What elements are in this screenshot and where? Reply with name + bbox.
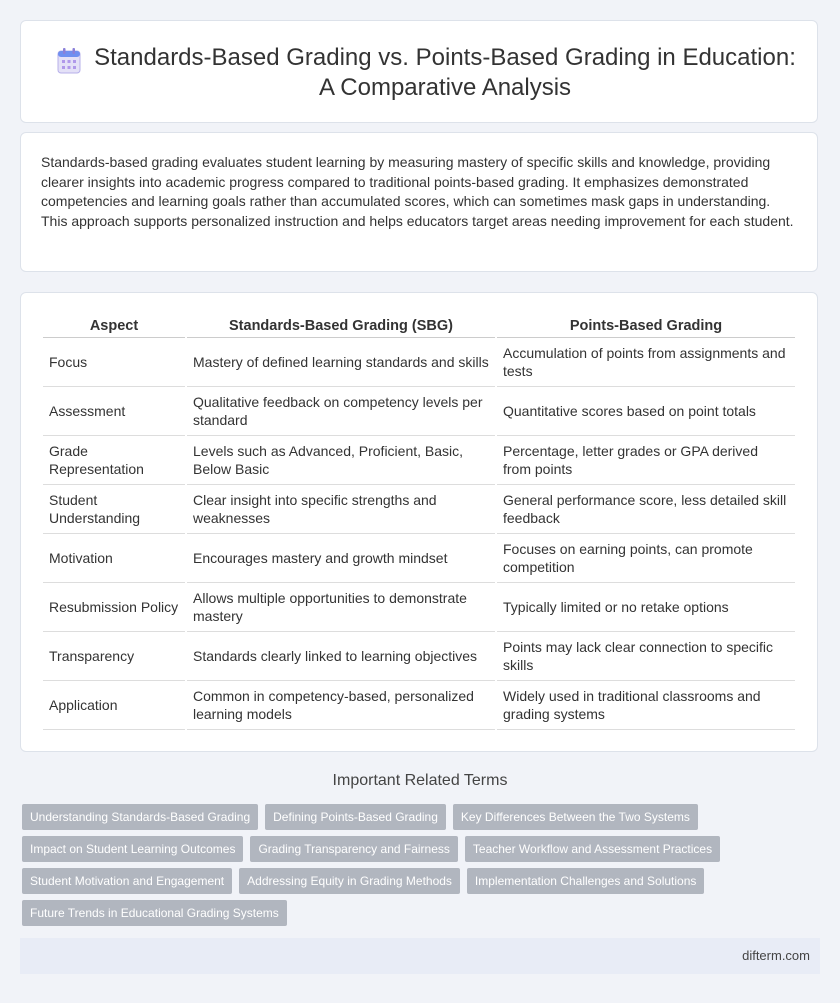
table-row [43, 583, 795, 632]
row-sbg: Encourages mastery and growth mindset [187, 534, 495, 583]
table-row [43, 387, 795, 436]
table-row [43, 436, 795, 485]
related-terms-list [22, 804, 762, 926]
intro-card [20, 132, 818, 272]
row-points: Points may lack clear connection to specific skills [497, 632, 795, 681]
related-term-tag[interactable]: Student Motivation and Engagement [22, 868, 232, 894]
row-points: Focuses on earning points, can promote competition [497, 534, 795, 583]
row-aspect: Transparency [43, 632, 185, 681]
intro-paragraph: Standards-based grading evaluates student learning by measuring mastery of specific skills and knowledge, providing clearer insights into academic progress compared to traditional points-based grading. It emphasizes demonstrated competencies and learning goals rather than accumulated scores, which can sometimes mask gaps in understanding. This approach supports personalized instruction and helps educators target areas needing improvement for each student. [41, 154, 794, 229]
row-sbg: Mastery of defined learning standards and skills [187, 338, 495, 387]
row-aspect: Application [43, 681, 185, 730]
header-aspect: Aspect [43, 315, 185, 338]
row-aspect: Focus [43, 338, 185, 387]
table-row [43, 681, 795, 730]
row-points: Widely used in traditional classrooms and grading systems [497, 681, 795, 730]
related-term-tag[interactable]: Teacher Workflow and Assessment Practices [465, 836, 720, 862]
row-sbg: Levels such as Advanced, Proficient, Basic, Below Basic [187, 436, 495, 485]
row-points: General performance score, less detailed skill feedback [497, 485, 795, 534]
footer [20, 938, 820, 974]
row-points: Percentage, letter grades or GPA derived from points [497, 436, 795, 485]
table-header-row [43, 315, 795, 338]
related-term-tag[interactable]: Grading Transparency and Fairness [250, 836, 457, 862]
header-sbg: Standards-Based Grading (SBG) [187, 315, 495, 338]
related-term-tag[interactable]: Understanding Standards-Based Grading [22, 804, 258, 830]
row-sbg: Common in competency-based, personalized learning models [187, 681, 495, 730]
row-sbg: Qualitative feedback on competency levels per standard [187, 387, 495, 436]
row-aspect: Assessment [43, 387, 185, 436]
row-aspect: Motivation [43, 534, 185, 583]
related-term-tag[interactable]: Defining Points-Based Grading [265, 804, 446, 830]
related-term-tag[interactable]: Addressing Equity in Grading Methods [239, 868, 460, 894]
related-terms-title: Important Related Terms [332, 772, 508, 789]
related-term-tag[interactable]: Future Trends in Educational Grading Systems [22, 900, 287, 926]
row-aspect: Resubmission Policy [43, 583, 185, 632]
comparison-table [41, 315, 797, 730]
table-row [43, 338, 795, 387]
header-points: Points-Based Grading [497, 315, 795, 338]
footer-site-link[interactable]: difterm.com [742, 948, 810, 963]
table-row [43, 632, 795, 681]
title-card [20, 20, 818, 123]
row-aspect: Student Understanding [43, 485, 185, 534]
page-title: Standards-Based Grading vs. Points-Based Grading in Education: A Comparative Analysis [94, 44, 796, 101]
row-sbg: Allows multiple opportunities to demonstrate mastery [187, 583, 495, 632]
row-aspect: Grade Representation [43, 436, 185, 485]
related-term-tag[interactable]: Key Differences Between the Two Systems [453, 804, 698, 830]
related-term-tag[interactable]: Implementation Challenges and Solutions [467, 868, 704, 894]
calendar-icon [57, 48, 81, 74]
row-points: Typically limited or no retake options [497, 583, 795, 632]
row-sbg: Standards clearly linked to learning objectives [187, 632, 495, 681]
related-term-tag[interactable]: Impact on Student Learning Outcomes [22, 836, 243, 862]
table-row [43, 485, 795, 534]
row-sbg: Clear insight into specific strengths and weaknesses [187, 485, 495, 534]
row-points: Accumulation of points from assignments and tests [497, 338, 795, 387]
table-row [43, 534, 795, 583]
row-points: Quantitative scores based on point totals [497, 387, 795, 436]
comparison-table-card [20, 292, 818, 752]
